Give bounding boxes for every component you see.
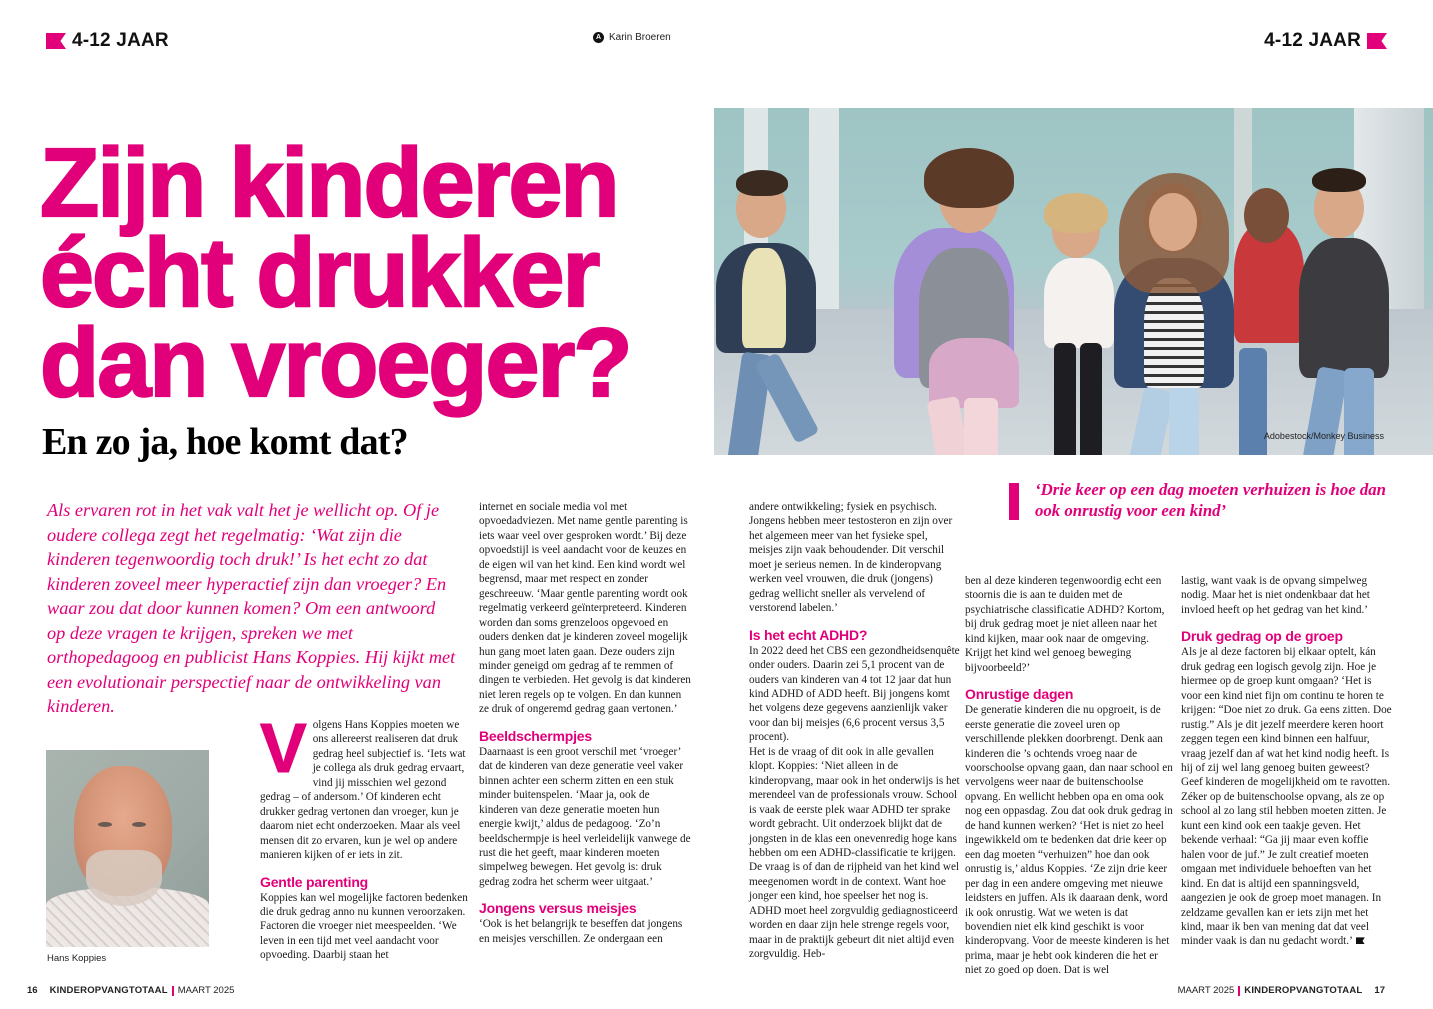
body-paragraph [965, 703, 1177, 978]
body-column-4 [965, 574, 1177, 978]
section-heading [749, 627, 961, 643]
paragraph-text: ben al deze kinderen tegenwoordig echt een stoornis die is aan te duiden met de psychiatrische classificatie ADHD? Kortom, bij druk gedrag moet je niet alleen naar het kind kijken, maar ook naar de omgeving. Krijgt het kind wel genoeg beweging bijvoorbeeld?’ [965, 575, 1165, 674]
title-line: écht drukker [40, 218, 599, 327]
paragraph-text: Als je al deze factoren bij elkaar optelt, kán druk gedrag een logisch gevolg zijn. Hoe je hiermee op de groep kunt omgaan? ‘Het is voor een kind niet fijn om continu te horen te krijgen: “Doe niet zo druk. Ga eens zitten. Doe rustig.” Als je dit jezelf meerdere keren hoort zeggen tegen een kind binnen een halfuur, vraag jezelf dan af wat het kind nodig heeft. Is hij of zij wel lang genoeg buiten geweest? Geef kinderen de mogelijkheid om te ravotten. Zéker op de buitenschoolse opvang, als ze op school al zo lang stil hebben moeten zitten. Je kunt een kind ook een taakje geven. Het bekende verhaal: “Ga jij maar even koffie halen voor de juf.” Je zult creatief moeten omgaan met individuele behoeften van het kind. En dat is altijd een spanningsveld, aangezien je ook de groep moet managen. In zeldzame gevallen kan er iets zijn met het kind, maar ik ben van mening dat dat veel minder vaak is dan nu gedacht wordt.’ [1181, 646, 1392, 948]
hero-photo [714, 108, 1433, 455]
body-column-5 [1181, 574, 1393, 949]
body-paragraph [479, 500, 691, 717]
section-tag-left [46, 30, 169, 52]
author-byline [593, 32, 671, 43]
body-paragraph [749, 745, 961, 962]
section-heading-text: Is het echt ADHD? [749, 626, 868, 643]
portrait-caption: Hans Koppies [47, 953, 107, 964]
body-paragraph [965, 574, 1177, 675]
paragraph-text: ‘Ook is het belangrijk te beseffen dat jongens en meisjes verschillen. Ze ondergaan een [479, 918, 683, 945]
body-paragraph [260, 709, 470, 863]
flag-icon [1367, 33, 1387, 49]
paragraph-text: Het is de vraag of dit ook in alle gevallen klopt. Koppies: ‘Niet alleen in de kinderopvang, maar ook in het onderwijs is het merendeel van de professionals vrouw. School is vaak de eerste plek waar ADHD ter sprake wordt gebracht. Uit onderzoek blijkt dat de jongsten in de klas een onevenredig hoge kans hebben om een ADHD-classificatie te krijgen. De vraag is of dan de rijpheid van het kind wel meegenomen wordt in de context. Want hoe jonger een kind, hoe speelser het nog is. ADHD moet heel zorgvuldig gediagnosticeerd worden en daar zijn hele strenge regels voor, maar in de praktijk gebeurt dit niet altijd even zorgvuldig. Heb- [749, 745, 960, 961]
section-heading [479, 728, 691, 744]
section-heading-text: Jongens versus meisjes [479, 900, 637, 917]
section-heading-text: Beeldschermpjes [479, 727, 592, 744]
paragraph-text: De generatie kinderen die nu opgroeit, is de eerste generatie die zoveel uren op verschillende plekken doorbrengt. Denk aan kinderen die ’s ochtends vroeg naar de voorschoolse opvang gaan, dan naar school en vervolgens weer naar de buitenschoolse opvang. En wellicht hebben opa en oma ook nog een oppasdag. Zou dat ook druk gedrag in de hand kunnen werken? ‘Het is niet zo heel ingewikkeld om te bedenken dat drie keer op een dag moeten “verhuizen” hoe dan ook onrustig is,’ aldus Koppies. ‘Ze zijn drie keer per dag in een andere omgeving met nieuwe leidsters en juffen. Als ik daaraan denk, word ik ook onrustig. Wat we weten is dat bovendien niet elk kind geschikt is voor kinderopvang. Voor de meeste kinderen is het prima, maar je hebt ook kinderen die het er niet zo goed op doen. Dat is wel [965, 704, 1173, 977]
page-number: 16 [27, 985, 38, 996]
author-icon: A [593, 32, 604, 43]
paragraph-text: lastig, want vaak is de opvang simpelweg nodig. Maar het is niet ondenkbaar dat het invloed heeft op het gedrag van het kind.’ [1181, 575, 1370, 616]
title-line: Zijn kinderen [40, 128, 618, 237]
section-label: 4-12 JAAR [1264, 30, 1361, 51]
issue-date: MAART 2025 [1177, 985, 1235, 996]
body-paragraph [260, 891, 470, 963]
end-mark-icon [1356, 937, 1365, 944]
body-column-1 [260, 709, 470, 963]
section-heading [260, 874, 470, 890]
body-paragraph [749, 500, 961, 616]
body-paragraph [749, 644, 961, 745]
body-paragraph [1181, 645, 1393, 949]
drop-cap: V [260, 709, 307, 787]
paragraph-text: Daarnaast is een groot verschil met ‘vroeger’ dat de kinderen van deze generatie veel vaker binnen achter een scherm zitten en een stuk minder buitenspelen. ‘Maar ja, ook de kinderen van deze generatie moeten hun energie kwijt,’ aldus de pedagoog. ‘Zo’n beeldschermpje is heel verleidelijk vanwege de rust die het geeft, maar kinderen moeten simpelweg bewegen. Het gevolg is: druk gedrag zodra het scherm weer uitgaat.’ [479, 745, 691, 888]
section-label: 4-12 JAAR [72, 30, 169, 51]
body-column-3 [749, 500, 961, 962]
article-subtitle: En zo ja, hoe komt dat? [42, 421, 408, 463]
quote-bar [1009, 483, 1019, 520]
section-heading [1181, 628, 1393, 644]
footer-right [1178, 985, 1393, 996]
body-column-2 [479, 500, 691, 946]
issue-date: MAART 2025 [177, 985, 235, 996]
photo-credit: Adobestock/Monkey Business [1263, 431, 1384, 441]
footer-separator [1238, 986, 1240, 996]
section-heading [479, 900, 691, 916]
section-heading-text: Gentle parenting [260, 873, 369, 890]
portrait-photo [46, 750, 209, 947]
author-name: Karin Broeren [609, 32, 671, 43]
section-heading-text: Druk gedrag op de groep [1181, 628, 1343, 645]
section-heading [965, 686, 1177, 702]
paragraph-text: olgens Hans Koppies moeten we ons allereerst realiseren dat druk gedrag heel subjectief is. ‘Iets wat je collega als druk gedrag ervaart, vind jij misschien wel gezond gedrag – of andersom.’ Of kinderen echt drukker gedrag vertonen dan vroeger, kun je daarom niet echt onderzoeken. Maar als veel mensen dit zo ervaren, kun je wel op andere manieren kijken of er iets in zit. [260, 719, 466, 862]
page-number: 17 [1374, 985, 1385, 996]
paragraph-text: In 2022 deed het CBS een gezondheidsenquête onder ouders. Daarin zei 5,1 procent van de ouders van kinderen van 4 tot 12 jaar dat hun kind ADHD of ADD heeft. Bij jongens komt het volgens deze gegevens aanzienlijk vaker voor dan bij meisjes (6,6 procent versus 3,5 procent). [749, 644, 960, 744]
article-intro: Als ervaren rot in het vak valt het je wellicht op. Of je oudere collega zegt het regelmatig: ‘Wat zijn die kinderen tegenwoordig toch druk!’ Is het echt zo dat kinderen zoveel meer hyperactief zijn dan vroeger? En waar zou dat door kunnen komen? Om een antwoord op deze vragen te krijgen, spreken we met orthopedagoog en publicist Hans Koppies. Hij kijkt met een evolutionair perspectief naar de ontwikkeling van kinderen. [47, 500, 456, 716]
flag-icon [46, 33, 66, 49]
body-paragraph [479, 745, 691, 890]
paragraph-text: Koppies kan wel mogelijke factoren bedenken die druk gedrag anno nu kunnen veroorzaken. Factoren die vroeger niet meespeelden. ‘We leven in een tijd met veel aandacht voor opvoeding. Daarbij staan het [260, 891, 468, 962]
magazine-name: KINDEROPVANGTOTAAL [49, 985, 168, 996]
pull-quote-text: ‘Drie keer op een dag moeten verhuizen is hoe dan ook onrustig voor een kind’ [1035, 480, 1386, 520]
section-tag-right [1264, 30, 1387, 52]
pull-quote [1009, 480, 1389, 521]
body-paragraph [1181, 574, 1393, 617]
body-paragraph [479, 917, 691, 946]
paragraph-text: internet en sociale media vol met opvoedadviezen. Met name gentle parenting is iets waar veel over gesproken wordt.’ Bij deze opvoedstijl is veel aandacht voor de keuzes en de eigen wil van het kind. Een kind wordt wel begrensd, maar met respect en zonder geschreeuw. ‘Maar gentle parenting wordt ook regelmatig verkeerd geïnterpreteerd. Kinderen worden dan soms grenzeloos opgevoed en ouders denken dat je kinderen zoveel mogelijk hun gang moet laten gaan. Deze ouders zijn minder geneigd om gedrag af te remmen of dingen te verbieden. Het gevolg is dat kinderen niet leren regels op te volgen. En dan kunnen ze druk of ongeremd gedrag gaan vertonen.’ [479, 501, 691, 716]
article-title [40, 128, 680, 417]
footer-left [27, 985, 234, 996]
magazine-name: KINDEROPVANGTOTAAL [1244, 985, 1363, 996]
footer-separator [172, 986, 174, 996]
paragraph-text: andere ontwikkeling; fysiek en psychisch. Jongens hebben meer testosteron en zijn over het algemeen meer van het fysieke spel, meisjes zijn vaak behoudender. Dit verschil moet je serieus nemen. In de kinderopvang werken veel vrouwen, die druk (jongens) gedrag wellicht sneller als vervelend of verstorend labelen.’ [749, 501, 953, 615]
title-line: dan vroeger? [40, 308, 631, 417]
section-heading-text: Onrustige dagen [965, 686, 1074, 703]
